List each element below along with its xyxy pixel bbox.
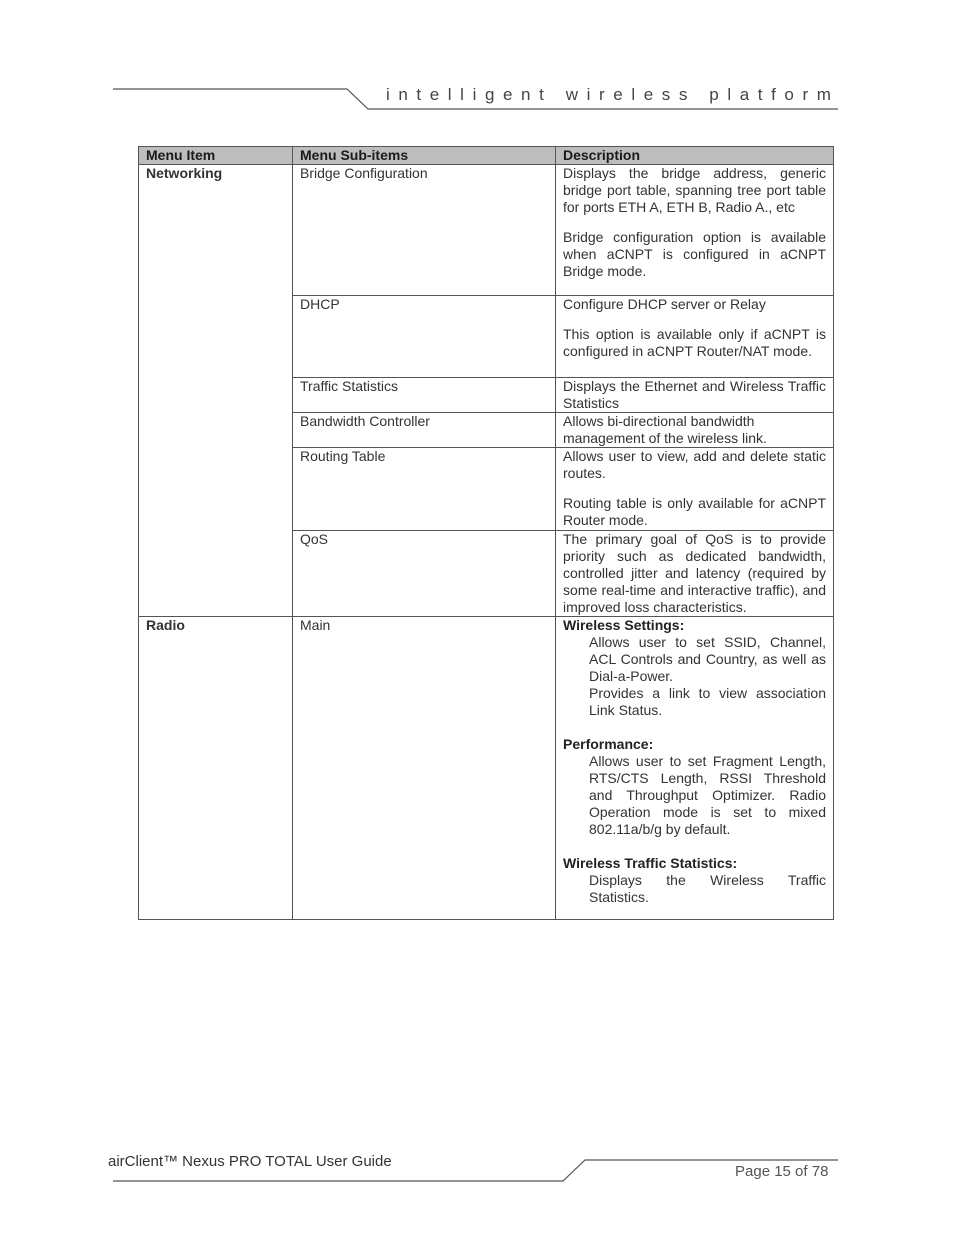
wireless-settings-heading: Wireless Settings: <box>563 617 685 633</box>
header-tagline: intelligent wireless platform <box>386 85 840 104</box>
description-cell: Allows user to view, add and delete static routes. Routing table is only available for aCNPT Router mode. <box>556 448 834 531</box>
sub-item-qos: QoS <box>293 531 556 617</box>
column-header-description: Description <box>556 147 834 165</box>
table-row <box>139 617 834 920</box>
table-header-row <box>139 147 834 165</box>
sub-item-bandwidth-controller: Bandwidth Controller <box>293 413 556 448</box>
menu-item-radio: Radio <box>139 617 293 920</box>
description-cell: Configure DHCP server or Relay This option is available only if aCNPT is configured in aCNPT Router/NAT mode. <box>556 296 834 378</box>
description-cell: Allows bi-directional bandwidth management of the wireless link. <box>556 413 834 448</box>
sub-item-main: Main <box>293 617 556 920</box>
table-row <box>139 165 834 296</box>
description-cell: Displays the Ethernet and Wireless Traffic Statistics <box>556 378 834 413</box>
footer-document-title: airClient™ Nexus PRO TOTAL User Guide <box>108 1153 392 1170</box>
menu-item-networking: Networking <box>139 165 293 617</box>
sub-item-routing-table: Routing Table <box>293 448 556 531</box>
sub-item-traffic-statistics: Traffic Statistics <box>293 378 556 413</box>
footer-page-number: Page 15 of 78 <box>735 1163 829 1180</box>
menu-table <box>138 146 834 920</box>
column-header-menu-sub-items: Menu Sub-items <box>293 147 556 165</box>
column-header-menu-item: Menu Item <box>139 147 293 165</box>
description-cell: Wireless Settings: Allows user to set SSID, Channel, ACL Controls and Country, as well as Dial-a-Power. Provides a link to view association Link Status. Performance: Allows user to set Fragment Length, RTS/CTS Length, RSSI Threshold and Throughput Optimizer. Radio Operation mode is set to mixed 802.11a/b/g by default. Wireless Traffic Statistics: Displays the Wireless Traffic Statistics. <box>556 617 834 920</box>
wireless-traffic-statistics-heading: Wireless Traffic Statistics: <box>563 855 738 871</box>
description-cell: Displays the bridge address, generic bridge port table, spanning tree port table for ports ETH A, ETH B, Radio A., etc Bridge configuration option is available when aCNPT is configured in aCNPT Bridge mode. <box>556 165 834 296</box>
description-cell: The primary goal of QoS is to provide priority such as dedicated bandwidth, controlled jitter and latency (required by some real-time and interactive traffic), and improved loss characteristics. <box>556 531 834 617</box>
sub-item-bridge-configuration: Bridge Configuration <box>293 165 556 296</box>
sub-item-dhcp: DHCP <box>293 296 556 378</box>
performance-heading: Performance: <box>563 736 654 752</box>
